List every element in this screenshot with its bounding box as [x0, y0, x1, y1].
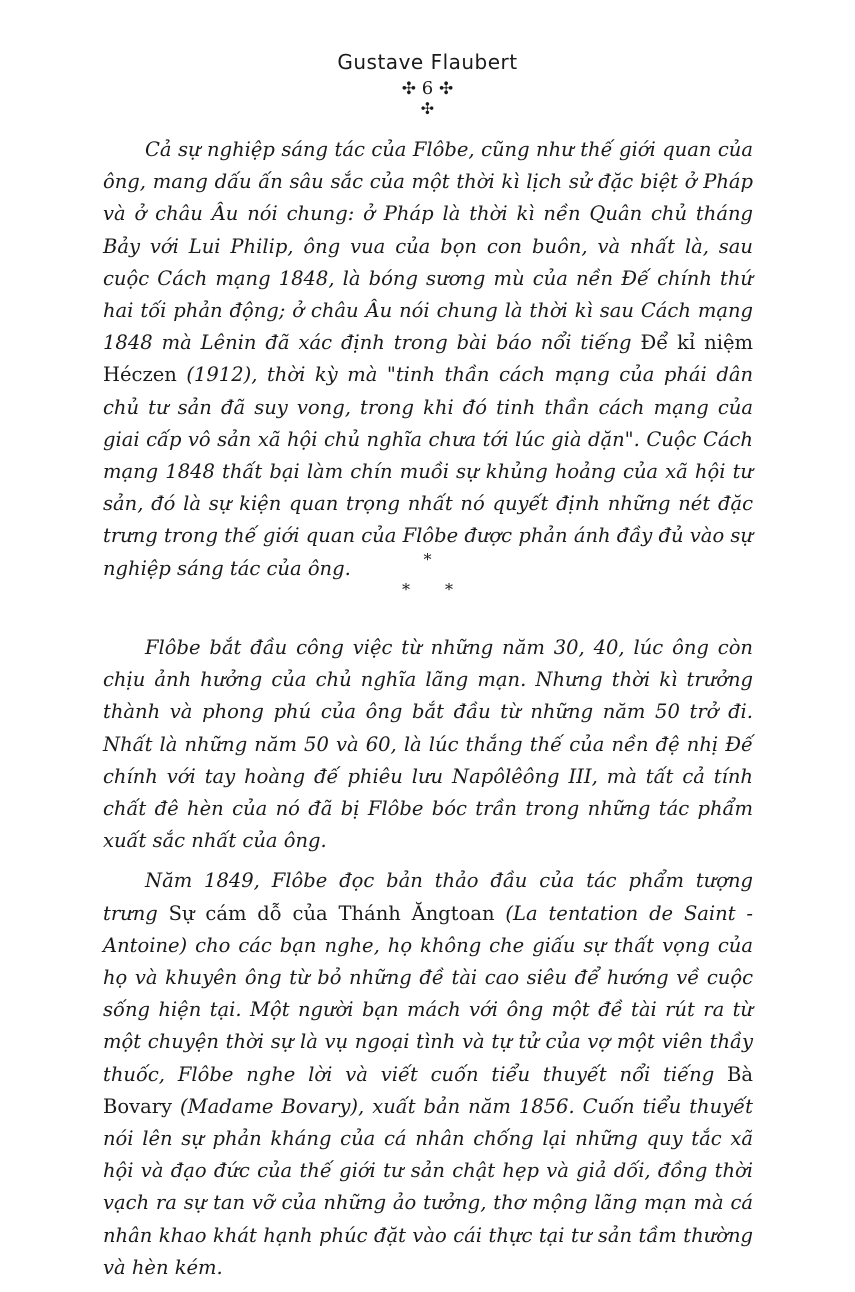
text-run: (Madame Bovary), xuất bản năm 1856. Cuốn tiểu thuyết nói lên sự phản kháng của cá nhân chống lại những quy tắc xã hội và đạo đức của thế giới tư sản chật hẹp và giả dối, đồng thời vạch ra sự tan vỡ của những ảo tưởng, thơ mộng lãng mạn mà cá nhân khao khát hạnh phúc đặt vào cái thực tại tư sản tầm thường và hèn kém. [103, 1094, 753, 1279]
paragraph [103, 865, 753, 1284]
running-header-author: Gustave Flaubert [337, 50, 518, 74]
text-run: (La tentation de Saint - Antoine) cho các bạn nghe, họ không che giấu sự thất vọng của họ và khuyên ông từ bỏ những đề tài cao siêu để hướng về cuộc sống hiện tại. Một người bạn mách với ông một đề tài rút ra từ một chuyện thời sự là vụ ngoại tình và tự tử của vợ một viên thầy thuốc, Flôbe nghe lời và viết cuốn tiểu thuyết nổi tiếng [103, 901, 754, 1086]
text-block-intro [103, 134, 753, 593]
ornament-right-icon: ✣ [438, 79, 454, 99]
title-reference: Bà Bovary [103, 1062, 753, 1118]
ornament-left-icon: ✣ [401, 79, 417, 99]
paragraph [103, 134, 753, 585]
title-reference: Để kỉ niệm Héczen [103, 331, 753, 387]
text-block-main [103, 632, 753, 1292]
text-run: Flôbe bắt đầu công việc từ những năm 30, 40, lúc ông còn chịu ảnh hưởng của chủ nghĩa lãng mạn. Nhưng thời kì trưởng thành và phong phú của ông bắt đầu từ những năm 50 trở đi. Nhất là những năm 50 và 60, là lúc thắng thế của nền đệ nhị Đế chính với tay hoàng đế phiêu lưu Napôlêông III, mà tất cả tính chất đê hèn của nó đã bị Flôbe bóc trần trong những tác phẩm xuất sắc nhất của ông. [103, 636, 753, 853]
page-number-row [0, 78, 855, 100]
paragraph [103, 632, 753, 857]
text-run: Cả sự nghiệp sáng tác của Flôbe, cũng như thế giới quan của ông, mang dấu ấn sâu sắc của một thời kì lịch sử đặc biệt ở Pháp và ở châu Âu nói chung: ở Pháp là thời kì nền Quân chủ tháng Bảy với Lui Philip, ông vua của bọn con buôn, và nhất là, sau cuộc Cách mạng 1848, là bóng sương mù của nền Đế chính thứ hai tối phản động; ở châu Âu nói chung là thời kì sau Cách mạng 1848 mà Lênin đã xác định trong bài báo nổi tiếng [103, 138, 753, 355]
page-number: 6 [421, 78, 434, 99]
text-run: (1912), thời kỳ mà "tinh thần cách mạng của phái dân chủ tư sản đã suy vong, trong khi đó tinh thần cách mạng của giai cấp vô sản xã hội chủ nghĩa chưa tới lúc già dặn". Cuộc Cách mạng 1848 thất bại làm chín muồi sự khủng hoảng của xã hội tư sản, đó là sự kiện quan trọng nhất nó quyết định những nét đặc trưng trong thế giới quan của Flôbe được phản ánh đầy đủ vào sự nghiệp sáng tác của ông. [103, 363, 753, 580]
ornament-below-icon: ✣ [420, 99, 435, 118]
section-separator-bottom: * * [401, 580, 454, 599]
title-reference: Sự cám dỗ của Thánh Ăngtoan [168, 901, 495, 925]
text-run: Năm 1849, Flôbe đọc bản thảo đầu của tác phẩm tượng trưng [103, 869, 753, 925]
section-separator-top: * [423, 550, 432, 569]
